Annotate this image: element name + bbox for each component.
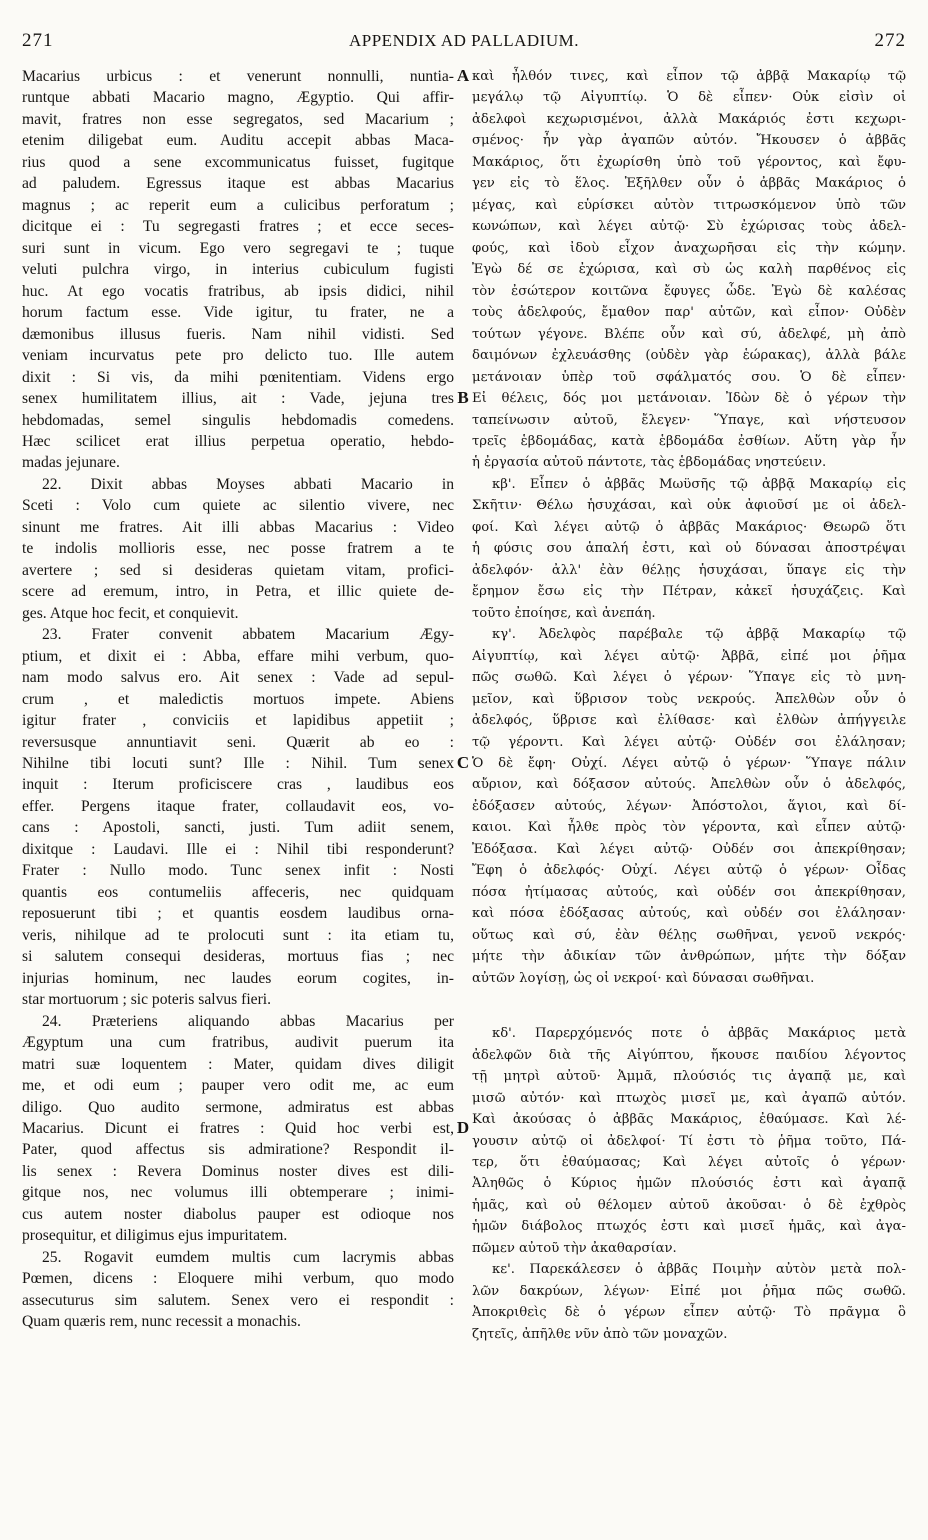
latin-text-line: diligo. Quo audito sermone, admiratus est abbas <box>22 1098 454 1116</box>
greek-text-line: ἡμῶν διάβολος πτωχός ἐστι καὶ μισεῖ ἡμᾶς, καὶ ἀγα- <box>472 1219 906 1235</box>
latin-text-line: veluti pulchra virgo, in interius cubiculum fugisti <box>22 261 454 279</box>
margin-marker-c: C <box>456 753 470 772</box>
running-header <box>22 30 906 56</box>
greek-text-line: αὐτῶν λογίσῃ, ὡς οἱ νεκροί· καὶ δύνασαι σωθῆναι. <box>472 970 815 986</box>
greek-text-line: κωνώπων, καὶ λέγει αὐτῷ· Σὺ ἐχώρισας τοὺς ἀδελ- <box>472 219 906 235</box>
greek-text-line: τὸν ἐσώτερον κοιτῶνα ἔφυγες ὧδε. Ἐγὼ δὲ καλέσας <box>472 283 906 299</box>
latin-text-line: inquit : Iterum proficiscere cras , laudibus eos <box>22 776 454 794</box>
greek-text-line: ἀδελφοὶ κεχωρισμένοι, ἀλλὰ Μακάριός ἐστι κεχωρι- <box>472 111 906 127</box>
latin-text-line: Frater : Nullo modo. Tunc senex infit : Nosti <box>22 862 454 880</box>
greek-text-line: μετάνοιαν ὑπὲρ τοῦ σφάλματός σου. Ὁ δὲ εἶπεν· <box>472 369 906 385</box>
latin-text-line: Ægyptum una cum fratribus, audivit puerum ita <box>22 1034 454 1052</box>
greek-text-line: φοί. Καὶ λέγει αὐτῷ ὁ ἀββᾶς Μακάριος· Θεωρῶ ὅτι <box>472 519 906 535</box>
latin-text-line: dæmonibus illusus fueris. Nam nihil vidisti. Sed <box>22 325 454 343</box>
latin-text-line: reversusque annuntiavit seni. Quærit ab eo : <box>22 733 454 751</box>
greek-text-line: οὕτως καὶ σύ, ἐὰν θέλῃς σωθῆναι, γενοῦ νεκρός· <box>472 927 906 943</box>
greek-text-line: Ἐγὼ δέ σε ἐχώρισα, καὶ σὺ ὡς καλὴ παρθένος εἰς <box>472 262 906 278</box>
latin-text-line: matri suæ loquentem : Mater, quidam dives diligit <box>22 1055 454 1073</box>
greek-text-line: Εἰ θέλεις, δός μοι μετάνοιαν. Ἰδὼν δὲ ὁ γέρων τὴν <box>472 391 906 407</box>
greek-text-line: καὶ πόσα ἐδόξασας αὐτούς, καὶ οὐδέν σοι ἐλάλησαν· <box>472 906 906 922</box>
latin-text-line: veris, nihilque ad te prolocuti sunt : ita etiam tu, <box>22 926 454 944</box>
greek-text-line: ἡ ἐργασία αὐτοῦ πάντοτε, τὰς ἑβδομάδας νηστεύειν. <box>472 455 827 471</box>
latin-text-line: Pœmen, dicens : Eloquere mihi verbum, quo modo <box>22 1270 454 1288</box>
latin-text-line: etenim diligebat eum. Auditu accepit abbas Maca- <box>22 132 454 150</box>
latin-text-line: te indolis mollioris esse, nec posse fratrem a te <box>22 540 454 558</box>
greek-text-line: ἔρημον ἔσω εἰς τὴν Πέτραν, κἀκεῖ ἡσυχάζεις. Καὶ <box>472 584 906 600</box>
greek-text-line: ἡ φύσις σου ἁπαλή ἐστι, καὶ οὐ δύνασαι ἀποστρέψαι <box>472 541 906 557</box>
greek-text-line: τούτων γέγονε. Βλέπε οὖν καὶ σύ, ἀδελφέ, μὴ ἀπὸ <box>472 326 906 342</box>
greek-text-line: λῶν δακρύων, λέγων· Εἰπέ μοι ῥῆμα πῶς σωθῶ. <box>472 1283 906 1299</box>
latin-text-line: Pater, quod affectus sis admiratione? Respondit il- <box>22 1141 454 1159</box>
latin-text-line: si salutem consequi desideras, mortuus fias ; nec <box>22 948 454 966</box>
latin-text-line: magnus ; ac reperit eum a culicibus perforatum ; <box>22 196 454 214</box>
greek-text-line: Μακάριος, ὅτι ἐχωρίσθη ὑπὸ τοῦ γέροντος, καὶ ἔφυ- <box>472 154 906 170</box>
latin-text-line: horum factum esse. Vide igitur, tu frater, ne a <box>22 304 454 322</box>
latin-text-line: 25. Rogavit eumdem multis cum lacrymis abbas <box>42 1248 454 1266</box>
greek-text-line: τοὺς ἀδελφούς, ἔμαθον παρ' αὐτῶν, καὶ εἶπον· Οὐδὲν <box>472 305 906 321</box>
greek-text-line: τερ, ὅτι ἐθαύμασας; Καὶ λέγει αὐτοῖς ὁ γέρων· <box>472 1154 906 1170</box>
greek-text-line: τοῦτο ἐποίησε, καὶ ἀνεπάη. <box>472 605 656 621</box>
latin-text-line: hebdomadas, semel singulis hebdomadis comedens. <box>22 411 454 429</box>
latin-text-line: ad paludem. Egressus itaque est abbas Macarius <box>22 175 454 193</box>
greek-text-line: τρεῖς ἑβδομάδας, κατὰ ἑβδομάδα ἐσθίων. Αὕτη γὰρ ἦν <box>472 433 906 449</box>
greek-text-line: μέγας, καὶ εὑρίσκει αὐτὸν τιτρωσκόμενον ὑπὸ τῶν <box>472 197 906 213</box>
greek-text-line: Ἀποκριθεὶς δὲ ὁ γέρων εἶπεν αὐτῷ· Τὸ πρᾶγμα ὃ <box>472 1305 906 1321</box>
greek-text-line: δαιμόνων ἐχλευάσθης (οὐδὲν γὰρ ἑώρακας), ἀλλὰ βάλε <box>472 348 906 364</box>
greek-column <box>472 66 906 1345</box>
latin-text-line: runtque abbati Macario magno, Ægyptio. Qui affir- <box>22 89 454 107</box>
greek-text-line: μισῶ αὐτόν· καὶ πτωχὸς μισεῖ με, καὶ ἀγαπῶ αὐτόν. <box>472 1090 906 1106</box>
latin-text-line: Nihilne tibi locuti sunt? Ille : Nihil. Tum senex <box>22 755 454 772</box>
section-gap <box>472 989 906 1023</box>
greek-text-line: γεν εἰς τὸ ἕλος. Ἐξῆλθεν οὖν ὁ ἀββᾶς Μακάριος ὁ <box>472 176 906 192</box>
latin-text-line: Quam quæris rem, nunc recessit a monachis. <box>22 1313 301 1331</box>
latin-text-line: dixitque : Laudavi. Ille ei : Nihil tibi responderunt? <box>22 840 454 858</box>
page-number-left: 271 <box>22 30 54 51</box>
greek-text-line: ἀδελφός, ὕβρισε καὶ ἐλίθασε· καὶ ἐλθὼν ἀπήγγειλε <box>472 713 906 729</box>
latin-text-line: Hæc scilicet erat illius perpetua operatio, hebdo- <box>22 432 454 450</box>
latin-text-line: lis senex : Revera Dominus noster dives est dili- <box>22 1162 454 1180</box>
latin-text-line: prosequitur, et diligimus ejus impuritatem. <box>22 1227 288 1245</box>
latin-text-line: quantis eos contumeliis affeceris, nec quidquam <box>22 883 454 901</box>
greek-text-line: Σκῆτιν· Θέλω ἡσυχάσαι, καὶ οὐκ ἀφιοῦσί με οἱ ἀδελ- <box>472 498 906 514</box>
greek-text-line: ἐδόξασεν αὐτούς, λέγων· Ἀπόστολοι, ἅγιοι, καὶ δί- <box>472 798 906 814</box>
greek-text-line: γουσιν αὐτῷ οἱ ἀδελφοί· Τί ἐστι τὸ ῥῆμα τοῦτο, Πά- <box>472 1133 906 1149</box>
latin-text-line: senex humilitatem illius, ait : Vade, jejuna tres <box>22 390 454 408</box>
greek-text-line: μήτε τὴν ἀδικίαν τῶν ἀνθρώπων, μήτε τὴν δόξαν <box>472 949 906 965</box>
latin-text-line: dicitque ei : Tu segregasti fratres ; et ecce seces- <box>22 218 454 236</box>
margin-marker-d: D <box>456 1118 470 1137</box>
latin-text-line: Macarius. Dicunt ei fratres : Quid hoc verbi est, <box>22 1119 454 1137</box>
margin-marker-a: A <box>456 66 470 85</box>
latin-text-line: huc. At ego vocatis fratribus, ab ipsis didici, nihil <box>22 282 454 300</box>
greek-text-line: ταπείνωσιν αὐτοῦ, ἔλεγεν· Ὕπαγε, καὶ νήστευσον <box>472 412 906 428</box>
greek-text-line: ἀδελφῶν διὰ τῆς Αἰγύπτου, ἤκουσε παιδίου λέγοντος <box>472 1047 906 1063</box>
latin-text-line: Macarius urbicus : et venerunt nonnulli, nuntia- <box>22 68 454 85</box>
latin-text-line: scere ad eremum, intro, in Petra, et illic quiete de- <box>22 583 454 601</box>
latin-text-line: igitur frater , conviciis et lapidibus appetiit ; <box>22 712 454 730</box>
greek-text-line: αὔριον, καὶ δόξασον αὐτούς. Ἀπελθὼν οὖν ὁ ἀδελφός, <box>472 777 906 793</box>
latin-column <box>22 66 454 1333</box>
latin-text-line: Sceti : Volo cum quiete ac silentio vivere, nec <box>22 497 454 515</box>
latin-text-line: mavit, fratres non esse segregatos, sed Macarium ; <box>22 110 454 128</box>
latin-text-line: reposuerunt tibi ; et quantis eosdem laudibus orna- <box>22 905 454 923</box>
latin-text-line: injurias hominum, nec laudes eorum cogites, in- <box>22 969 454 987</box>
greek-text-line: ζητεῖς, ἀπῆλθε νῦν ἀπὸ τῶν μοναχῶν. <box>472 1326 728 1342</box>
latin-text-line: veniam incurvatus pete pro delicto tuo. Ille autem <box>22 347 454 365</box>
latin-text-line: 23. Frater convenit abbatem Macarium Ægy- <box>42 626 454 644</box>
latin-text-line: sinunt me fratres. Ait illi abbas Macarius : Video <box>22 518 454 536</box>
latin-text-line: star mortuorum ; sic poteris salvus fieri. <box>22 991 272 1009</box>
greek-text-line: Ἀληθῶς ὁ Κύριος ἡμῶν πλούσιός ἐστι καὶ ἀγαπᾷ <box>472 1176 906 1192</box>
latin-text-line: avertere ; sed si desideras quietam vitam, profici- <box>22 561 454 579</box>
greek-text-line: Καὶ ἀκούσας ὁ ἀββᾶς Μακάριος, ἐθαύμασε. Καὶ λέ- <box>472 1112 906 1128</box>
latin-text-line: cus autem noster diabolus pauper est odioque nos <box>22 1205 454 1223</box>
greek-text-line: πόσα ἠτίμασας αὐτούς, καὶ οὐδέν σοι ἀπεκρίθησαν, <box>472 884 906 900</box>
running-title: APPENDIX AD PALLADIUM. <box>349 31 579 50</box>
latin-text-line: 22. Dixit abbas Moyses abbati Macario in <box>42 475 454 493</box>
greek-text-line: κβ'. Εἶπεν ὁ ἀββᾶς Μωϋσῆς τῷ ἀββᾷ Μακαρίῳ εἰς <box>492 476 906 492</box>
margin-marker-b: B <box>457 388 469 407</box>
greek-text-line: σμένος· ἦν γὰρ ἀγαπῶν αὐτόν. Ἤκουσεν ὁ ἀββᾶς <box>472 133 906 149</box>
greek-text-line: μεῖον, καὶ ὕβρισον τοὺς νεκρούς. Ἀπελθὼν οὖν ὁ <box>472 691 906 707</box>
greek-text-line: τῷ γέροντι. Καὶ λέγει αὐτῷ· Οὐδέν σοι ἐλάλησαν; <box>472 734 906 750</box>
latin-text-line: rius quod a sene excommunicatus fuisset, fugitque <box>22 153 454 171</box>
greek-text-line: Αἰγυπτίῳ, καὶ λέγει αὐτῷ· Ἀββᾶ, εἰπέ μοι ῥῆμα <box>472 648 906 664</box>
latin-text-line: gitque nos, nec volumus illi obtemperare ; inimi- <box>22 1184 454 1202</box>
latin-text-line: crum , et maledictis mortuos impete. Abiens <box>22 690 454 708</box>
greek-text-line: μεγάλῳ τῷ Αἰγυπτίῳ. Ὁ δὲ εἶπεν· Οὐκ εἰσὶν οἱ <box>472 90 906 106</box>
greek-text-line: πῶς σωθῶ. Καὶ λέγει ὁ γέρων· Ὕπαγε εἰς τὸ μνη- <box>472 670 906 686</box>
greek-text-line: τῇ μητρὶ αὐτοῦ· Ἀμμᾶ, πλούσιός τις ἀγαπᾷ με, καὶ <box>472 1069 906 1085</box>
greek-text-line: κγ'. Ἀδελφὸς παρέβαλε τῷ ἀββᾷ Μακαρίῳ τῷ <box>492 627 906 643</box>
latin-text-line: ptium, et dixit ei : Abba, effare mihi verbum, quo- <box>22 647 454 665</box>
greek-text-line: κε'. Παρεκάλεσεν ὁ ἀββᾶς Ποιμὴν αὐτὸν μετὰ πολ- <box>492 1262 906 1278</box>
greek-text-line: ἀδελφόν· ἀλλ' ἐὰν θέλῃς ἡσυχάσαι, ὕπαγε εἰς τὴν <box>472 562 906 578</box>
latin-text-line: 24. Præteriens aliquando abbas Macarius per <box>42 1012 454 1030</box>
greek-text-line: καιοι. Καὶ ἦλθε πρὸς τὸν γέροντα, καὶ εἶπεν αὐτῷ· <box>472 820 906 836</box>
latin-text-line: suri sunt in vicum. Ego vero segregavi te ; tuque <box>22 239 454 257</box>
page-number-right: 272 <box>874 30 906 51</box>
latin-text-line: effer. Pergens itaque frater, collaudavit eos, vo- <box>22 797 454 815</box>
latin-text-line: nam modo salvus ero. Ait senex : Vade ad sepul- <box>22 669 454 687</box>
latin-text-line: ges. Atque hoc fecit, et conquievit. <box>22 604 239 622</box>
latin-text-line: cans : Apostoli, sancti, justi. Tum adiit senem, <box>22 819 454 837</box>
greek-text-line: καὶ ἦλθόν τινες, καὶ εἶπον τῷ ἀββᾷ Μακαρίῳ τῷ <box>472 69 906 84</box>
greek-text-line: Ἐδόξασα. Καὶ λέγει αὐτῷ· Οὐδέν σοι ἀπεκρίθησαν; <box>472 841 906 857</box>
greek-text-line: Ὁ δὲ ἔφη· Οὐχί. Λέγει αὐτῷ ὁ γέρων· Ὕπαγε πάλιν <box>472 756 906 771</box>
latin-text-line: madas jejunare. <box>22 454 120 472</box>
greek-text-line: κδ'. Παρερχόμενός ποτε ὁ ἀββᾶς Μακάριος μετὰ <box>492 1026 906 1042</box>
latin-text-line: assecuturus sim salutem. Senex vero ei respondit : <box>22 1291 454 1309</box>
latin-text-line: me, et odi eum ; pauper vero odit me, ac eum <box>22 1077 454 1095</box>
greek-text-line: ἡμᾶς, καὶ οὐ θέλομεν αὐτοῦ ἀκοῦσαι· ὁ δὲ ἐχθρὸς <box>472 1197 906 1213</box>
greek-text-line: Ἔφη ὁ ἀδελφός· Οὐχί. Λέγει αὐτῷ ὁ γέρων· Οἶδας <box>472 863 906 879</box>
greek-text-line: πῶμεν αὐτοῦ τὴν ἀκαθαρσίαν. <box>472 1240 677 1256</box>
latin-text-line: dixit : Si vis, da mihi pœnitentiam. Videns ergo <box>22 368 454 386</box>
greek-text-line: φούς, καὶ ἰδοὺ εἶχον ἀναχωρῆσαι εἰς τὴν κώμην. <box>472 240 906 256</box>
